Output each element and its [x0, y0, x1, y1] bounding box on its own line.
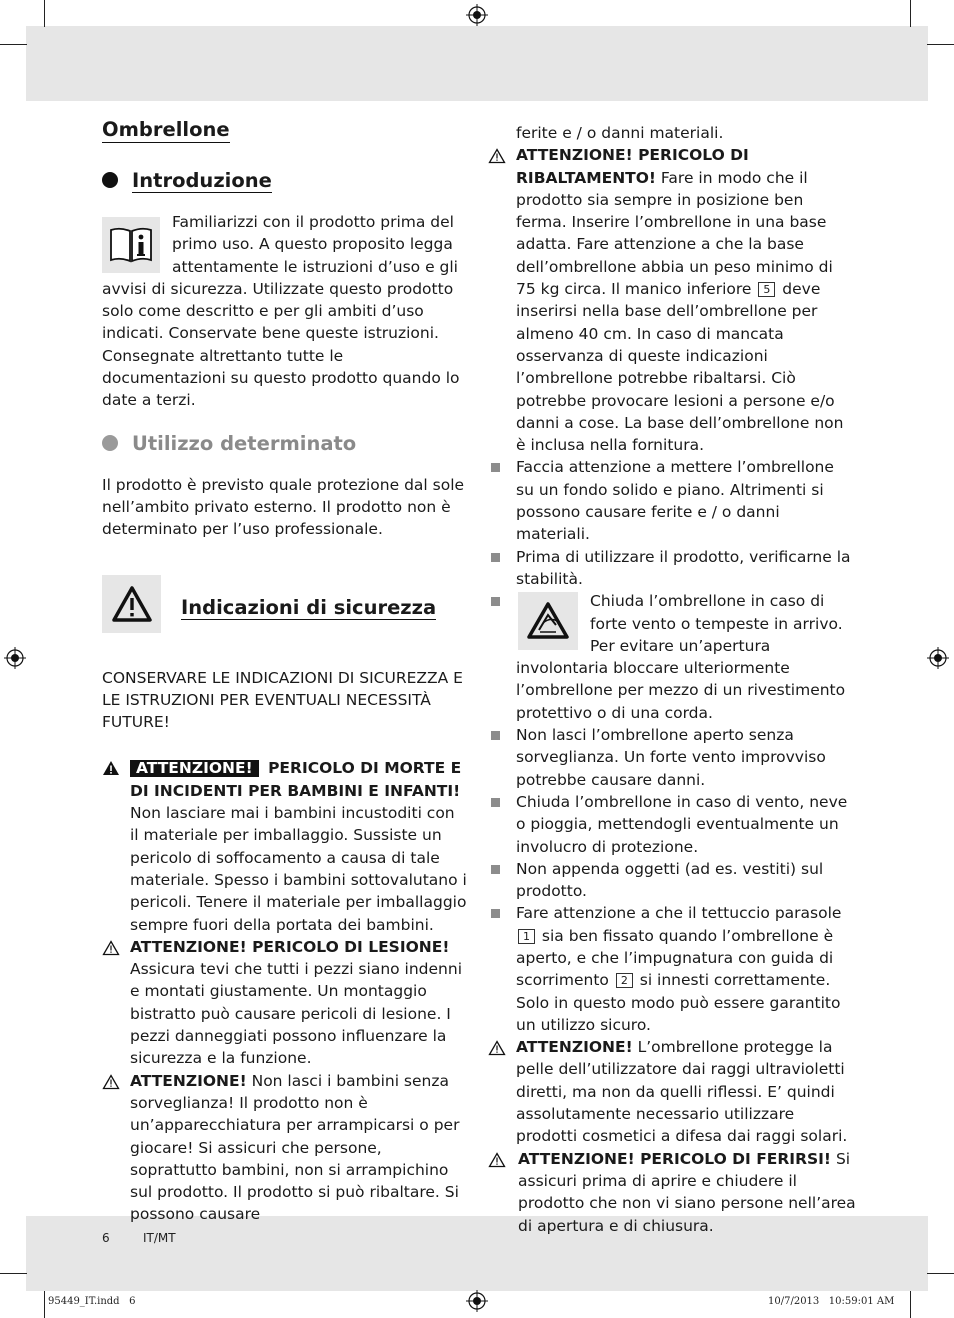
- crop-mark: [0, 1273, 27, 1274]
- warning-children: ATTENZIONE! PERICOLO DI MORTE E DI INCIDENTI PER BAMBINI E INFANTI! Non lasciare mai i bambini incustoditi con il materiale per imballaggio. Sussiste un pericolo di soffocamento a causa di tale materiale. Spesso i bambini sottovalutano i pericoli. Tenere il materiale per imballaggio sempre fuori della portata dei bambini.: [102, 757, 468, 935]
- usage-text: Il prodotto è previsto quale protezione dal sole nell’ambito privato esterno. Il prodotto non è determinato per l’uso professionale.: [102, 475, 465, 539]
- part-ref-5: 5: [758, 282, 775, 297]
- continued-text: ferite e / o danni materiali.: [516, 124, 724, 142]
- registration-mark-icon: [927, 647, 949, 669]
- attention-badge: ATTENZIONE!: [130, 760, 259, 777]
- left-column: [102, 118, 468, 1226]
- warning-triangle-icon: [488, 148, 506, 164]
- warning-triangle-icon: [102, 1074, 120, 1090]
- warning-injury: ATTENZIONE! PERICOLO DI LESIONE! Assicura tevi che tutti i pezzi siano indenni e montati giustamente. Un montaggio bistratto può causare pericoli di lesione. I pezzi danneggiati possono influenzare la sicurezza e la funzione.: [102, 936, 468, 1070]
- registration-mark-icon: [466, 4, 488, 26]
- right-column: [488, 122, 856, 1237]
- crop-mark: [927, 1273, 954, 1274]
- keep-instructions: CONSERVARE LE INDICAZIONI DI SICUREZZA E LE ISTRUZIONI PER EVENTUALI NECESSITÀ FUTURE!: [102, 668, 463, 732]
- safety-header: [102, 575, 468, 633]
- warning-climbing: ATTENZIONE! Non lasci i bambini senza sorveglianza! Il prodotto non è un’apparecchiatura per arrampicarsi o per giocare! Si assicuri che persone, soprattutto bambini, non si arrampichino sul prodotto. Il prodotto si può ribaltare. Si possono causare: [102, 1070, 468, 1226]
- list-item-wind: Chiuda l’ombrellone in caso di forte vento o tempeste in arrivo. Per evitare un’apertura involontaria bloccare ulteriormente l’ombrellone per mezzo di un rivestimento protettivo o di una corda.: [488, 590, 856, 724]
- header-band: [26, 26, 928, 101]
- list-item: Chiuda l’ombrellone in caso di vento, neve o pioggia, mettendogli eventualmente un involucro di protezione.: [488, 791, 856, 858]
- warning-filled-icon: [102, 760, 120, 776]
- crop-mark: [910, 1291, 911, 1318]
- language-code: IT/MT: [143, 1231, 176, 1245]
- crop-mark: [927, 44, 954, 45]
- info-manual-icon: [102, 217, 160, 273]
- crop-mark: [0, 44, 27, 45]
- page-number: 6: [102, 1231, 110, 1245]
- registration-mark-icon: [466, 1290, 488, 1312]
- list-item: Fare attenzione a che il tettuccio parasole 1 sia ben fissato quando l’ombrellone è aperto, e che l’impugnatura con guida di scorrimento 2 si innesti correttamente. Solo in questo modo può essere garantito un utilizzo sicuro.: [488, 902, 856, 1036]
- wind-warning-icon: [518, 592, 578, 650]
- intro-text: Familiarizzi con il prodotto prima del primo uso. A questo proposito legga attentamente le istruzioni d’uso e gli avvisi di sicurezza. Utilizzate questo prodotto solo come descritto e per gli ambiti d’uso indicati. Conservate bene queste istruzioni. Consegnate altrettanto tutte le documentazioni su questo prodotto quando lo date a terzi.: [102, 213, 460, 410]
- slug-date: 10/7/2013 10:59:01 AM: [768, 1296, 895, 1307]
- warning-uv: ATTENZIONE! L’ombrellone protegge la pelle dell’utilizzatore dai raggi ultravioletti diretti, ma non da quelli riflessi. E’ quindi assolutamente necessario utilizzare prodotti cosmetici a difesa dai raggi solari.: [488, 1036, 856, 1147]
- warning-tipping: ATTENZIONE! PERICOLO DI RIBALTAMENTO! Fare in modo che il prodotto sia sempre in posizione ben ferma. Inserire l’ombrellone in una base adatta. Fare attenzione a che la base dell’ombrellone abbia un peso minimo di 75 kg circa. Il manico inferiore 5 deve inserirsi nella base dell’ombrellone per almeno 40 cm. In caso di mancata osservanza di queste indicazioni l’ombrellone potrebbe ribaltarsi. Ciò potrebbe provocare lesioni a persone e/o danni a cose. La base dell’ombrellone non è inclusa nella fornitura.: [488, 144, 856, 456]
- list-item: Non lasci l’ombrellone aperto senza sorveglianza. Un forte vento improvviso potrebbe causare danni.: [488, 724, 856, 791]
- list-item: Non appenda oggetti (ad es. vestiti) sul prodotto.: [488, 858, 856, 903]
- crop-mark: [44, 1291, 45, 1318]
- warning-triangle-icon: [488, 1152, 506, 1168]
- bullet-dot-icon: [102, 172, 118, 188]
- warning-triangle-icon: [102, 940, 120, 956]
- intro-section: [102, 211, 468, 412]
- warning-triangle-icon: [102, 575, 161, 633]
- warning-hurt: ATTENZIONE! PERICOLO DI FERIRSI! Si assicuri prima di aprire e chiudere il prodotto che non vi siano persone nell’area di apertura e di chiusura.: [488, 1148, 856, 1237]
- crop-mark: [44, 0, 45, 27]
- intro-heading: Introduzione: [102, 169, 468, 193]
- registration-mark-icon: [4, 647, 26, 669]
- crop-mark: [910, 0, 911, 27]
- list-item: Prima di utilizzare il prodotto, verificarne la stabilità.: [488, 546, 856, 591]
- bullet-dot-icon: [102, 435, 118, 451]
- page-title: Ombrellone: [102, 118, 230, 141]
- warning-triangle-icon: [488, 1040, 506, 1056]
- part-ref-2: 2: [616, 973, 633, 988]
- slug-filename: 95449_IT.indd 6: [48, 1296, 136, 1307]
- safety-heading: Indicazioni di sicurezza: [181, 595, 437, 619]
- list-item: Faccia attenzione a mettere l’ombrellone su un fondo solido e piano. Altrimenti si possono causare ferite e / o danni materiali.: [488, 456, 856, 545]
- part-ref-1: 1: [518, 929, 535, 944]
- usage-heading: Utilizzo determinato: [102, 432, 468, 456]
